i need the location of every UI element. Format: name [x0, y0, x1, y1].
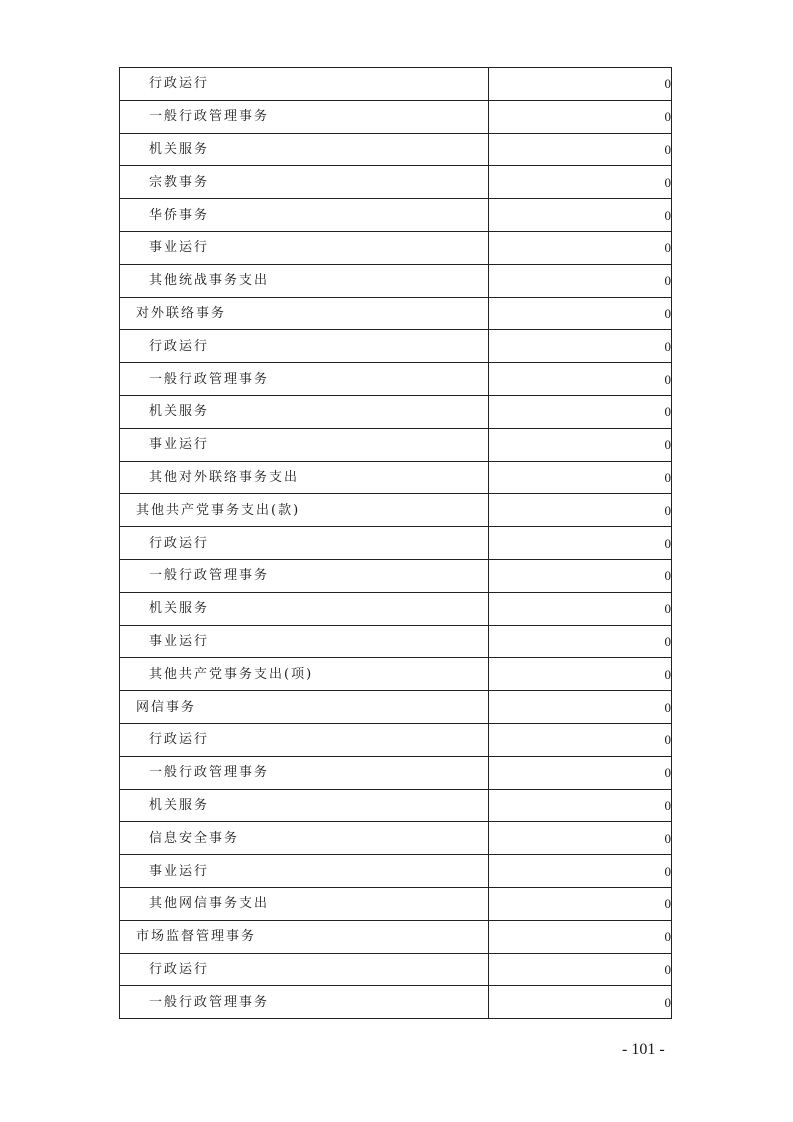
row-name-cell: 华侨事务 [120, 199, 489, 232]
row-value-cell: 0 [489, 133, 672, 166]
row-value-cell: 0 [489, 461, 672, 494]
budget-table [119, 67, 672, 1019]
table-row [120, 395, 672, 428]
row-name-cell: 其他网信事务支出 [120, 887, 489, 920]
row-value-cell: 0 [489, 363, 672, 396]
table-row [120, 953, 672, 986]
row-name-cell: 事业运行 [120, 428, 489, 461]
row-value-cell: 0 [489, 920, 672, 953]
table-row [120, 297, 672, 330]
row-value-cell: 0 [489, 330, 672, 363]
row-name-cell: 行政运行 [120, 723, 489, 756]
row-value-cell: 0 [489, 887, 672, 920]
table-row [120, 428, 672, 461]
table-row [120, 855, 672, 888]
table-row [120, 789, 672, 822]
row-value-cell: 0 [489, 953, 672, 986]
table-row [120, 199, 672, 232]
table-row [120, 691, 672, 724]
table-row [120, 133, 672, 166]
row-value-cell: 0 [489, 789, 672, 822]
row-value-cell: 0 [489, 855, 672, 888]
table-row [120, 658, 672, 691]
table-row [120, 100, 672, 133]
table-row [120, 363, 672, 396]
row-value-cell: 0 [489, 166, 672, 199]
row-value-cell: 0 [489, 527, 672, 560]
row-name-cell: 机关服务 [120, 592, 489, 625]
row-value-cell: 0 [489, 625, 672, 658]
row-name-cell: 其他共产党事务支出(款) [120, 494, 489, 527]
row-value-cell: 0 [489, 231, 672, 264]
table-row [120, 920, 672, 953]
row-name-cell: 宗教事务 [120, 166, 489, 199]
row-value-cell: 0 [489, 395, 672, 428]
table-row [120, 166, 672, 199]
table-row [120, 527, 672, 560]
table-row [120, 986, 672, 1019]
row-value-cell: 0 [489, 822, 672, 855]
row-name-cell: 信息安全事务 [120, 822, 489, 855]
row-value-cell: 0 [489, 428, 672, 461]
row-name-cell: 网信事务 [120, 691, 489, 724]
table-row [120, 887, 672, 920]
table-row [120, 264, 672, 297]
table-row [120, 461, 672, 494]
row-value-cell: 0 [489, 297, 672, 330]
row-name-cell: 机关服务 [120, 395, 489, 428]
row-value-cell: 0 [489, 756, 672, 789]
row-name-cell: 一般行政管理事务 [120, 756, 489, 789]
table-row [120, 68, 672, 101]
row-name-cell: 事业运行 [120, 855, 489, 888]
row-name-cell: 事业运行 [120, 231, 489, 264]
row-name-cell: 行政运行 [120, 68, 489, 101]
row-value-cell: 0 [489, 68, 672, 101]
table-row [120, 723, 672, 756]
row-value-cell: 0 [489, 100, 672, 133]
table-row [120, 625, 672, 658]
table-row [120, 494, 672, 527]
row-value-cell: 0 [489, 723, 672, 756]
table-row [120, 231, 672, 264]
row-name-cell: 一般行政管理事务 [120, 100, 489, 133]
row-name-cell: 一般行政管理事务 [120, 986, 489, 1019]
row-name-cell: 市场监督管理事务 [120, 920, 489, 953]
row-name-cell: 其他对外联络事务支出 [120, 461, 489, 494]
row-value-cell: 0 [489, 264, 672, 297]
row-name-cell: 其他共产党事务支出(项) [120, 658, 489, 691]
row-value-cell: 0 [489, 559, 672, 592]
row-value-cell: 0 [489, 592, 672, 625]
table-row [120, 756, 672, 789]
row-value-cell: 0 [489, 691, 672, 724]
table-row [120, 822, 672, 855]
page-number: - 101 - [622, 1041, 665, 1058]
row-name-cell: 其他统战事务支出 [120, 264, 489, 297]
table-row [120, 559, 672, 592]
row-name-cell: 对外联络事务 [120, 297, 489, 330]
row-name-cell: 行政运行 [120, 953, 489, 986]
row-value-cell: 0 [489, 494, 672, 527]
row-name-cell: 一般行政管理事务 [120, 559, 489, 592]
row-name-cell: 机关服务 [120, 789, 489, 822]
row-value-cell: 0 [489, 986, 672, 1019]
table-row [120, 592, 672, 625]
row-value-cell: 0 [489, 199, 672, 232]
row-name-cell: 一般行政管理事务 [120, 363, 489, 396]
row-name-cell: 行政运行 [120, 527, 489, 560]
row-name-cell: 行政运行 [120, 330, 489, 363]
row-value-cell: 0 [489, 658, 672, 691]
row-name-cell: 事业运行 [120, 625, 489, 658]
row-name-cell: 机关服务 [120, 133, 489, 166]
table-body [120, 68, 672, 1019]
table-row [120, 330, 672, 363]
